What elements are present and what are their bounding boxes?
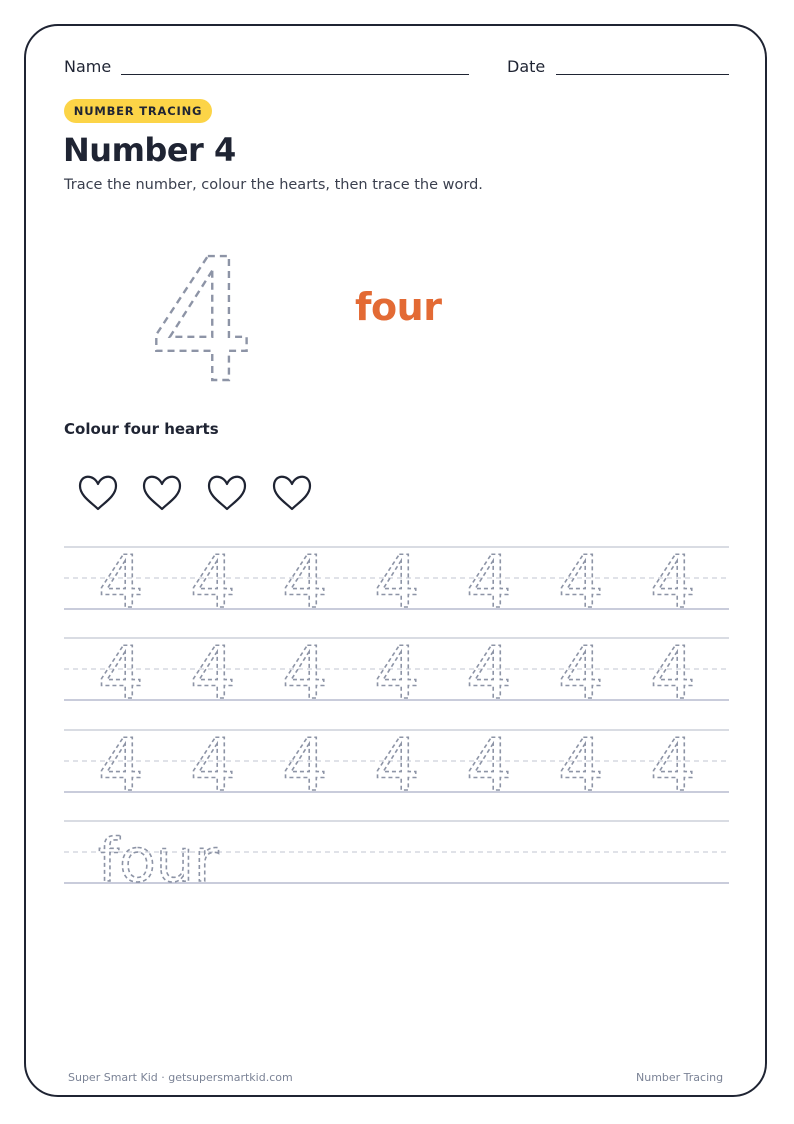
heart-icon[interactable]: [80, 477, 116, 509]
trace-numeral[interactable]: 4: [282, 540, 328, 624]
hearts-instruction: Colour four hearts: [64, 420, 219, 438]
trace-numeral[interactable]: 4: [190, 631, 236, 715]
trace-numeral[interactable]: 4: [558, 723, 604, 807]
trace-numeral[interactable]: 4: [282, 631, 328, 715]
instructions: Trace the number, colour the hearts, then trace the word.: [64, 177, 483, 193]
number-word: four: [355, 285, 442, 329]
trace-numeral[interactable]: 4: [650, 631, 696, 715]
trace-numeral[interactable]: 4: [650, 723, 696, 807]
trace-numeral[interactable]: 4: [466, 631, 512, 715]
heart-icon[interactable]: [209, 477, 245, 509]
trace-numeral[interactable]: 4: [558, 540, 604, 624]
heart-icon[interactable]: [274, 477, 310, 509]
trace-numeral[interactable]: 4: [190, 723, 236, 807]
name-label: Name: [64, 57, 112, 76]
hero-trace-numeral[interactable]: 4: [148, 223, 257, 421]
trace-numeral[interactable]: 4: [466, 723, 512, 807]
trace-numeral[interactable]: 4: [466, 540, 512, 624]
trace-numeral[interactable]: 4: [374, 540, 420, 624]
trace-numeral[interactable]: 4: [98, 631, 144, 715]
trace-numeral[interactable]: 4: [190, 540, 236, 624]
trace-numeral[interactable]: 4: [650, 540, 696, 624]
footer-worksheet-type: Number Tracing: [636, 1071, 724, 1084]
trace-numeral[interactable]: 4: [98, 723, 144, 807]
date-label: Date: [507, 57, 546, 76]
trace-numeral[interactable]: 4: [374, 631, 420, 715]
page-title: Number 4: [63, 131, 236, 169]
hearts-group: [80, 477, 310, 509]
trace-numeral[interactable]: 4: [98, 540, 144, 624]
trace-word[interactable]: four: [98, 826, 219, 896]
heart-icon[interactable]: [144, 477, 180, 509]
tracing-practice: [98, 540, 696, 896]
trace-numeral[interactable]: 4: [374, 723, 420, 807]
category-badge: NUMBER TRACING: [64, 99, 212, 123]
trace-numeral[interactable]: 4: [558, 631, 604, 715]
footer-site: Super Smart Kid · getsupersmartkid.com: [68, 1071, 293, 1084]
trace-numeral[interactable]: 4: [282, 723, 328, 807]
